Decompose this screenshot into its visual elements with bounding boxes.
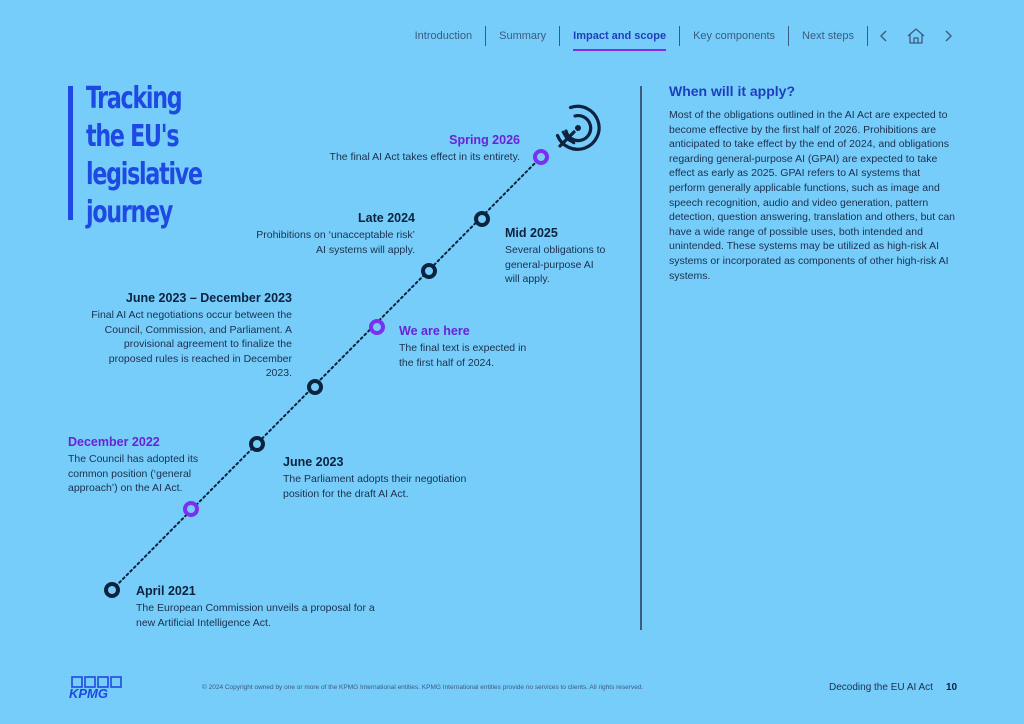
column-divider	[640, 86, 642, 630]
milestone-april-2021	[106, 584, 118, 596]
nav-summary[interactable]: Summary	[499, 30, 547, 42]
nav-introduction[interactable]: Introduction	[414, 30, 473, 42]
event-spring-2026	[290, 133, 520, 165]
event-description: Several obligations to general-purpose AI will apply.	[505, 244, 606, 285]
title-line: journey	[86, 195, 173, 230]
event-title: Spring 2026	[449, 133, 520, 147]
event-title: Mid 2025	[505, 226, 558, 240]
event-description: Final AI Act negotiations occur between the Council, Commission, and Parliament. A provisional agreement to finalize the proposed rules is reached in December 2023.	[91, 309, 292, 379]
event-late-2024	[248, 211, 415, 257]
apply-body: Most of the obligations outlined in the AI Act are expected to become effective by the first half of 2026. Prohibitions are anticipated to take effect by the end of 2024, and obligations regarding general-purpose AI (GPAI) are expected to take effect as early as 2025. GPAI refers to AI systems that perform generally applicable functions, such as image and speech recognition, audio and video generation, pattern detection, question answering, translation and others, but can have a wide range of possible uses, both intended and unintended. These systems may be utilized as high-risk AI systems or incorporated as components of other high-risk AI systems.	[669, 109, 956, 282]
event-description: The final AI Act takes effect in its entirety.	[329, 151, 520, 163]
document-title: Decoding the EU AI Act	[829, 682, 933, 693]
event-we-are-here	[399, 324, 539, 370]
milestone-late-2024	[423, 265, 435, 277]
milestone-december-2023	[309, 381, 321, 393]
milestone-we-are-here	[371, 321, 383, 333]
nav-key-components[interactable]: Key components	[693, 30, 776, 42]
event-description: The Council has adopted its common position (‘general approach’) on the AI Act.	[68, 453, 199, 494]
event-description: Prohibitions on ‘unacceptable risk’ AI systems will apply.	[256, 229, 415, 256]
event-description: The Parliament adopts their negotiation position for the draft AI Act.	[283, 473, 467, 500]
event-title: June 2023	[283, 455, 344, 469]
apply-heading: When will it apply?	[669, 83, 795, 99]
milestone-mid-2025	[476, 213, 488, 225]
event-title: June 2023 – December 2023	[125, 291, 292, 305]
copyright-notice: © 2024 Copyright owned by one or more of the KPMG International entities. KPMG International entities provide no services to clients. All rights reserved.	[202, 684, 644, 691]
event-description: The European Commission unveils a proposal for a new Artificial Intelligence Act.	[136, 602, 375, 629]
event-mid-2025	[505, 226, 609, 287]
title-line: the EU's	[86, 119, 179, 154]
event-june-2023	[283, 455, 498, 501]
event-title: April 2021	[136, 584, 196, 598]
event-june-december-2023	[82, 291, 292, 381]
milestone-spring-2026	[535, 151, 547, 163]
kpmg-logo	[68, 676, 124, 700]
nav-next-steps[interactable]: Next steps	[802, 30, 854, 42]
svg-text:KPMG: KPMG	[69, 686, 108, 700]
event-april-2021	[136, 584, 376, 630]
milestone-june-2023	[251, 438, 263, 450]
event-title: Late 2024	[358, 211, 415, 225]
nav-impact-and-scope[interactable]: Impact and scope	[560, 25, 679, 47]
target-icon	[558, 106, 600, 149]
event-description: The final text is expected in the first half of 2024.	[399, 342, 527, 369]
event-title: December 2022	[68, 435, 160, 449]
title-line: Tracking	[86, 81, 182, 116]
page-number: 10	[946, 682, 958, 693]
event-title: We are here	[399, 324, 470, 338]
event-december-2022	[68, 435, 208, 496]
milestone-december-2022	[185, 503, 197, 515]
title-line: legislative	[86, 157, 202, 192]
